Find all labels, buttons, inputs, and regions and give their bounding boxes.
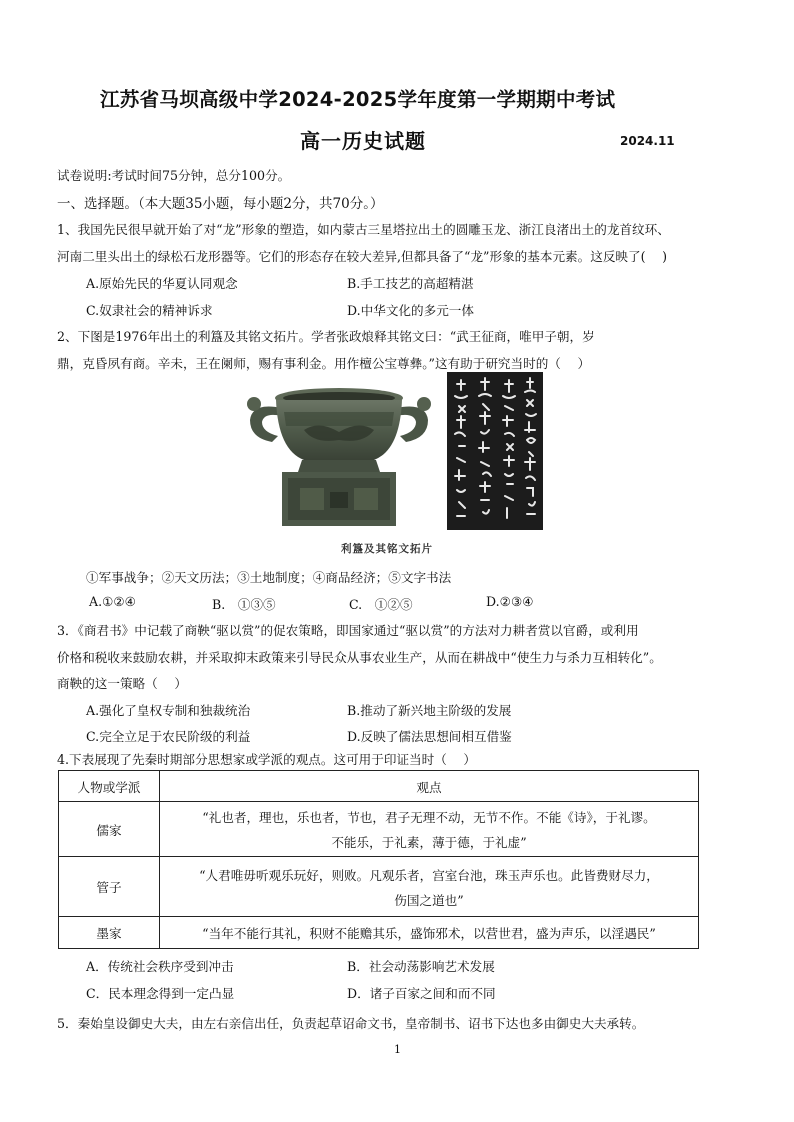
exam-date: 2024.11 [620, 134, 675, 148]
q1-option-d: D.中华文化的多元一体 [347, 303, 474, 318]
table-header-row [59, 771, 699, 802]
q1-option-c: C.奴隶社会的精神诉求 [86, 303, 213, 318]
q3-option-b: B.推动了新兴地主阶级的发展 [347, 703, 512, 718]
table-row [59, 802, 699, 857]
view-text-line: “礼也者，理也，乐也者，节也，君子无理不动，无节不作。不能《诗》，于礼谬。 [202, 810, 656, 825]
table-header-view: 观点 [160, 771, 699, 802]
q4-option-a: A．传统社会秩序受到冲击 [86, 959, 234, 974]
q1-stem-line2: 河南二里头出土的绿松石龙形器等。它们的形态存在较大差异,但都具备了“龙”形象的基本元素。这反映了( ) [57, 249, 668, 264]
q2-option-a: A.①②④ [89, 594, 136, 609]
q3-stem-line3: 商鞅的这一策略（ ） [57, 676, 187, 691]
inscription-rubbing-image [447, 372, 543, 530]
q3-option-c: C.完全立足于农民阶级的利益 [86, 729, 251, 744]
q3-stem-line2: 价格和税收来鼓励农耕，并采取抑末政策来引导民众从事农业生产，从而在耕战中“使生力与杀力互相转化”。 [57, 650, 662, 665]
page-number: 1 [394, 1043, 401, 1056]
q3-stem-line1: 3．《商君书》中记载了商鞅“驱以赏”的促农策略，即国家通过“驱以赏”的方法对力耕者赏以官爵，或利用 [57, 623, 639, 638]
table-cell-who: 儒家 [59, 802, 160, 857]
q5-stem: 5．秦始皇设御史大夫，由左右亲信出任，负责起草诏命文书，皇帝制书、诏书下达也多由御史大夫承转。 [57, 1016, 645, 1031]
q3-option-a: A.强化了皇权专制和独裁统治 [86, 703, 251, 718]
table-cell-who: 墨家 [59, 917, 160, 949]
view-text-line: 伤国之道也” [394, 892, 464, 908]
q4-stem: 4.下表展现了先秦时期部分思想家或学派的观点。这可用于印证当时（ ） [57, 752, 477, 767]
q2-option-b: B. ①③⑤ [212, 597, 276, 612]
table-cell-view [160, 802, 699, 857]
q1-option-b: B.手工技艺的高超精湛 [347, 276, 474, 291]
table-cell-who: 管子 [59, 857, 160, 917]
table-header-who: 人物或学派 [59, 771, 160, 802]
q1-option-a: A.原始先民的华夏认同观念 [86, 276, 238, 291]
exam-instructions: 试卷说明:考试时间75分钟，总分100分。 [57, 168, 291, 183]
q4-option-d: D．诸子百家之间和而不同 [347, 986, 496, 1001]
q3-option-d: D.反映了儒法思想间相互借鉴 [347, 729, 512, 744]
table-row [59, 857, 699, 917]
image-caption: 利簋及其铭文拓片 [341, 543, 433, 555]
exam-title: 江苏省马坝高级中学2024-2025学年度第一学期期中考试 [100, 88, 616, 111]
viewpoints-table [58, 770, 699, 949]
view-text-line: “人君唯毋听观乐玩好，则败。凡观乐者，宫室台池，珠玉声乐也。此皆费财尽力， [199, 867, 659, 883]
view-text-line: 不能乐，于礼素，薄于德，于礼虚” [331, 835, 527, 850]
q2-stem-line2: 鼎，克昏夙有商。辛未，王在阑师，赐有事利金。用作檀公宝尊彝。”这有助于研究当时的（ ） [57, 356, 591, 371]
q2-option-d: D.②③④ [486, 594, 534, 609]
table-cell-view [160, 857, 699, 917]
q4-option-c: C．民本理念得到一定凸显 [86, 986, 235, 1001]
table-row [59, 917, 699, 949]
q2-stem-line1: 2、下图是1976年出土的利簋及其铭文拓片。学者张政烺释其铭文曰：“武王征商，唯甲子朝，岁 [57, 329, 595, 344]
table-cell-view: “当年不能行其礼，积财不能赡其乐，盛饰邪术，以营世君，盛为声乐，以淫遇民” [160, 917, 699, 949]
q4-option-b: B．社会动荡影响艺术发展 [347, 959, 495, 974]
q2-items: ①军事战争；②天文历法；③土地制度；④商品经济；⑤文字书法 [86, 570, 452, 585]
li-gui-bronze-image [244, 380, 434, 530]
section-heading: 一、选择题。（本大题35小题，每小题2分，共70分。） [57, 196, 384, 212]
exam-subtitle: 高一历史试题 [300, 129, 426, 153]
q2-option-c: C. ①②⑤ [349, 597, 413, 612]
q1-stem-line1: 1、我国先民很早就开始了对“龙”形象的塑造，如内蒙古三星塔拉出土的圆雕玉龙、浙江良渚出土的龙首纹环、 [57, 222, 670, 237]
